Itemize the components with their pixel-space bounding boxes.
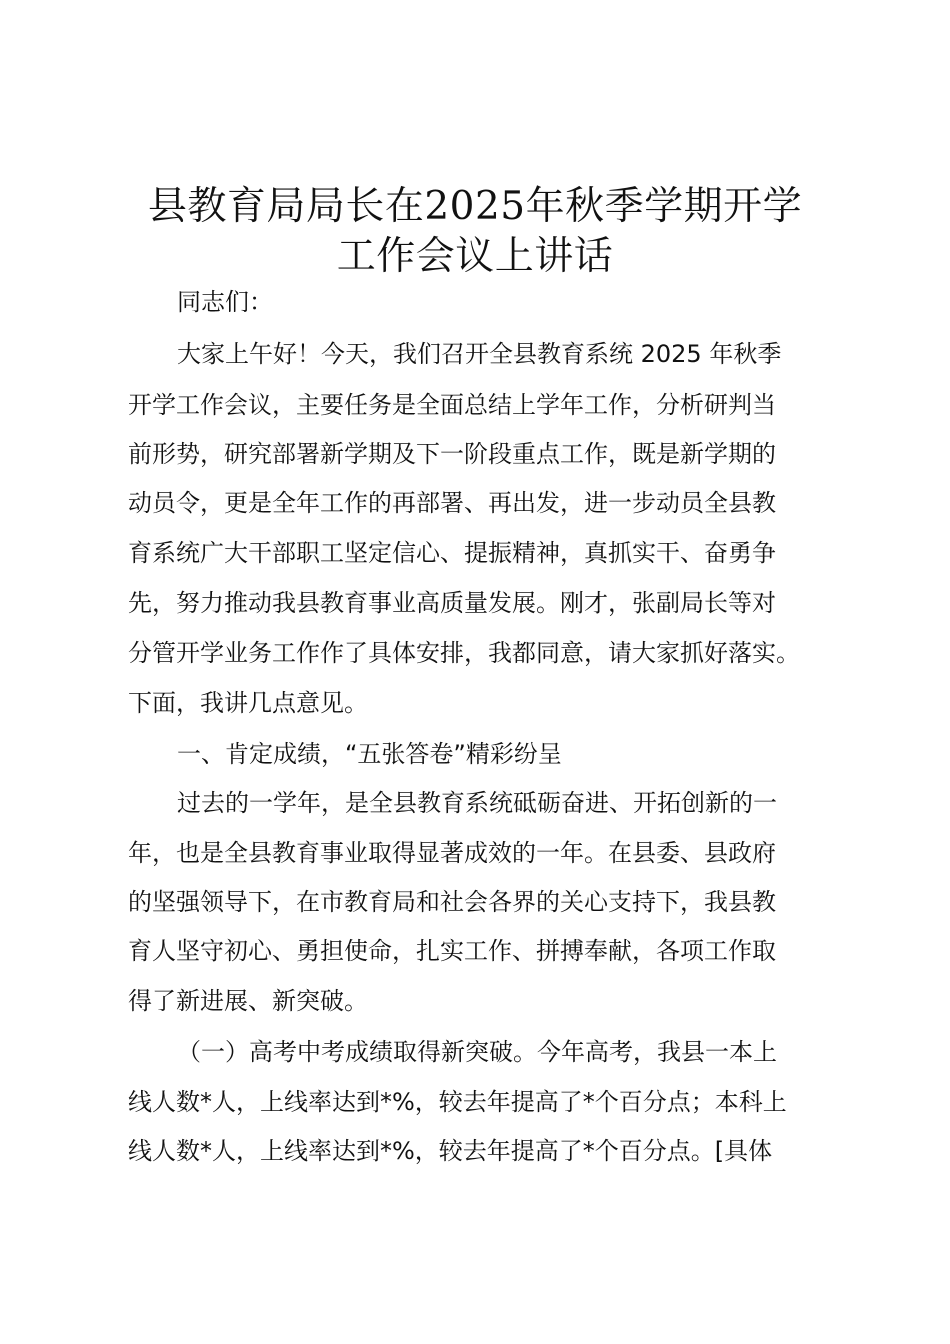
body-line: 先，努力推动我县教育事业高质量发展。刚才，张副局长等对 — [128, 589, 776, 617]
body-line: 得了新进展、新突破。 — [128, 987, 368, 1015]
body-line: 开学工作会议，主要任务是全面总结上学年工作，分析研判当 — [128, 391, 776, 419]
body-line: 线人数*人，上线率达到*%，较去年提高了*个百分点。[具体 — [128, 1137, 773, 1165]
body-line: 育人坚守初心、勇担使命，扎实工作、拼搏奉献，各项工作取 — [128, 937, 776, 965]
body-line: 育系统广大干部职工坚定信心、提振精神，真抓实干、奋勇争 — [128, 539, 776, 567]
body-line: 的坚强领导下，在市教育局和社会各界的关心支持下，我县教 — [128, 888, 776, 916]
body-line: 动员令，更是全年工作的再部署、再出发，进一步动员全县教 — [128, 489, 776, 517]
body-line: 线人数*人，上线率达到*%，较去年提高了*个百分点；本科上 — [128, 1088, 787, 1116]
document-title-line-2: 工作会议上讲话 — [336, 234, 614, 279]
body-line: 过去的一学年，是全县教育系统砥砺奋进、开拓创新的一 — [177, 789, 777, 817]
body-line: 大家上午好！今天，我们召开全县教育系统 2025 年秋季 — [177, 340, 782, 368]
body-line: 下面，我讲几点意见。 — [128, 689, 368, 717]
document-title-line-1: 县教育局局长在2025年秋季学期开学 — [147, 184, 803, 229]
section-heading: 一、肯定成绩，“五张答卷”精彩纷呈 — [177, 740, 562, 768]
subsection-line: （一）高考中考成绩取得新突破。今年高考，我县一本上 — [177, 1038, 777, 1066]
body-line: 前形势，研究部署新学期及下一阶段重点工作，既是新学期的 — [128, 440, 776, 468]
body-line: 年，也是全县教育事业取得显著成效的一年。在县委、县政府 — [128, 839, 776, 867]
body-line: 分管开学业务工作作了具体安排，我都同意，请大家抓好落实。 — [128, 639, 800, 667]
salutation: 同志们： — [177, 288, 273, 316]
